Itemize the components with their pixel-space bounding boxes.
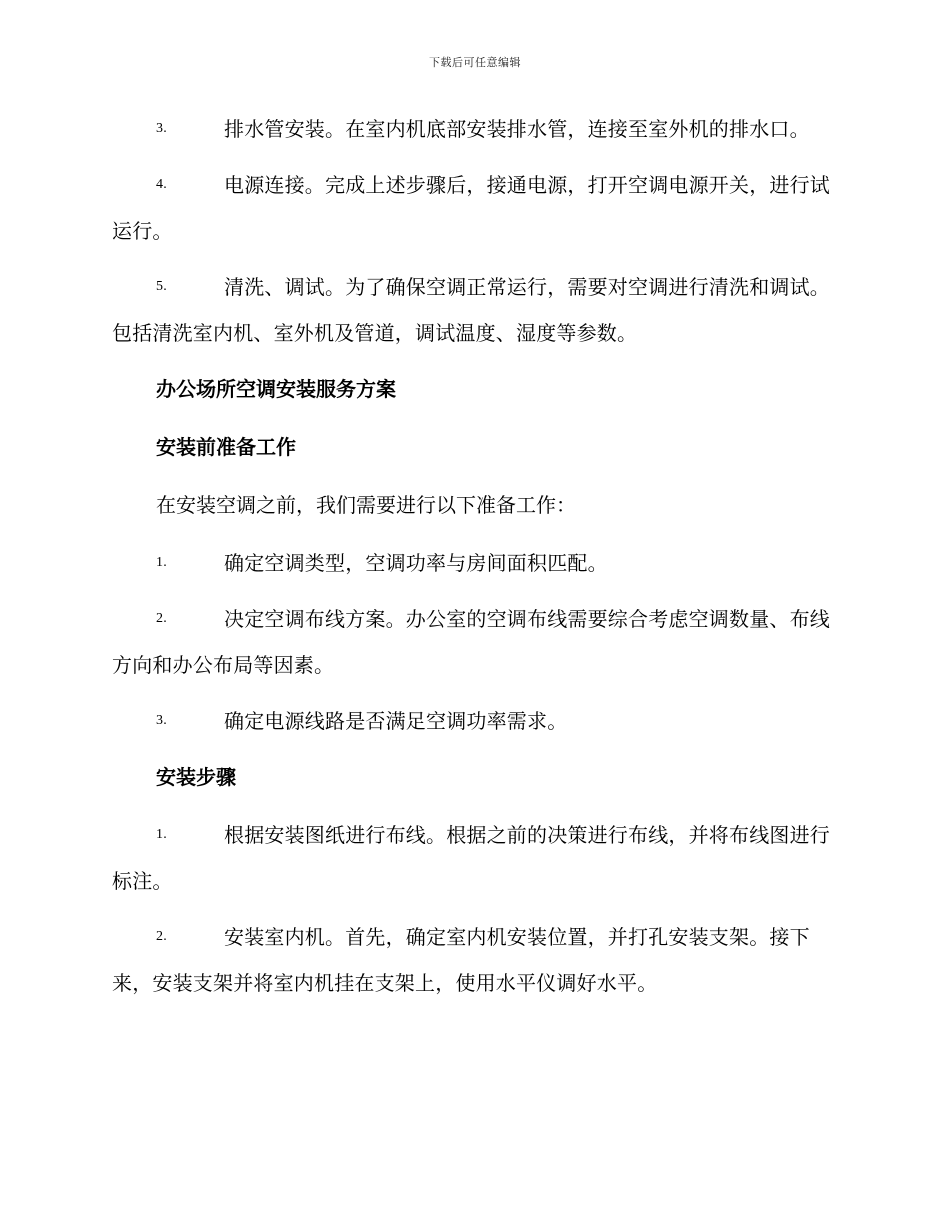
steps-heading: 安装步骤: [156, 765, 236, 789]
page-header: 下载后可任意编辑: [429, 56, 521, 69]
list-item: [112, 914, 838, 1006]
list-text: 电源连接。完成上述步骤后，接通电源，打开空调电源开关，进行试运行。: [112, 173, 830, 243]
list-item: [112, 812, 838, 904]
list-number: 1.: [156, 555, 167, 570]
list-item: [112, 106, 838, 152]
list-text: 决定空调布线方案。办公室的空调布线需要综合考虑空调数量、布线方向和办公布局等因素。: [112, 607, 830, 677]
list-number: 5.: [156, 279, 167, 294]
list-number: 1.: [156, 827, 167, 842]
list-text: 确定电源线路是否满足空调功率需求。: [224, 709, 568, 733]
document-body: [112, 106, 838, 1016]
list-number: 3.: [156, 713, 167, 728]
list-item: [112, 540, 838, 586]
prep-heading: 安装前准备工作: [156, 435, 296, 459]
prep-intro: 在安装空调之前，我们需要进行以下准备工作：: [156, 493, 576, 517]
list-item: [112, 162, 838, 254]
list-text: 安装室内机。首先，确定室内机安装位置，并打孔安装支架。接下来，安装支架并将室内机挂在支架上，使用水平仪调好水平。: [112, 925, 810, 995]
list-item: [112, 596, 838, 688]
list-text: 排水管安装。在室内机底部安装排水管，连接至室外机的排水口。: [224, 117, 810, 141]
list-number: 2.: [156, 929, 167, 944]
list-text: 清洗、调试。为了确保空调正常运行，需要对空调进行清洗和调试。包括清洗室内机、室外机及管道，调试温度、湿度等参数。: [112, 275, 830, 345]
list-number: 2.: [156, 611, 167, 626]
section-title: 办公场所空调安装服务方案: [156, 377, 396, 401]
list-text: 确定空调类型，空调功率与房间面积匹配。: [224, 551, 608, 575]
list-item: [112, 264, 838, 356]
list-item: [112, 698, 838, 744]
list-text: 根据安装图纸进行布线。根据之前的决策进行布线，并将布线图进行标注。: [112, 823, 830, 893]
list-number: 3.: [156, 121, 167, 136]
list-number: 4.: [156, 177, 167, 192]
